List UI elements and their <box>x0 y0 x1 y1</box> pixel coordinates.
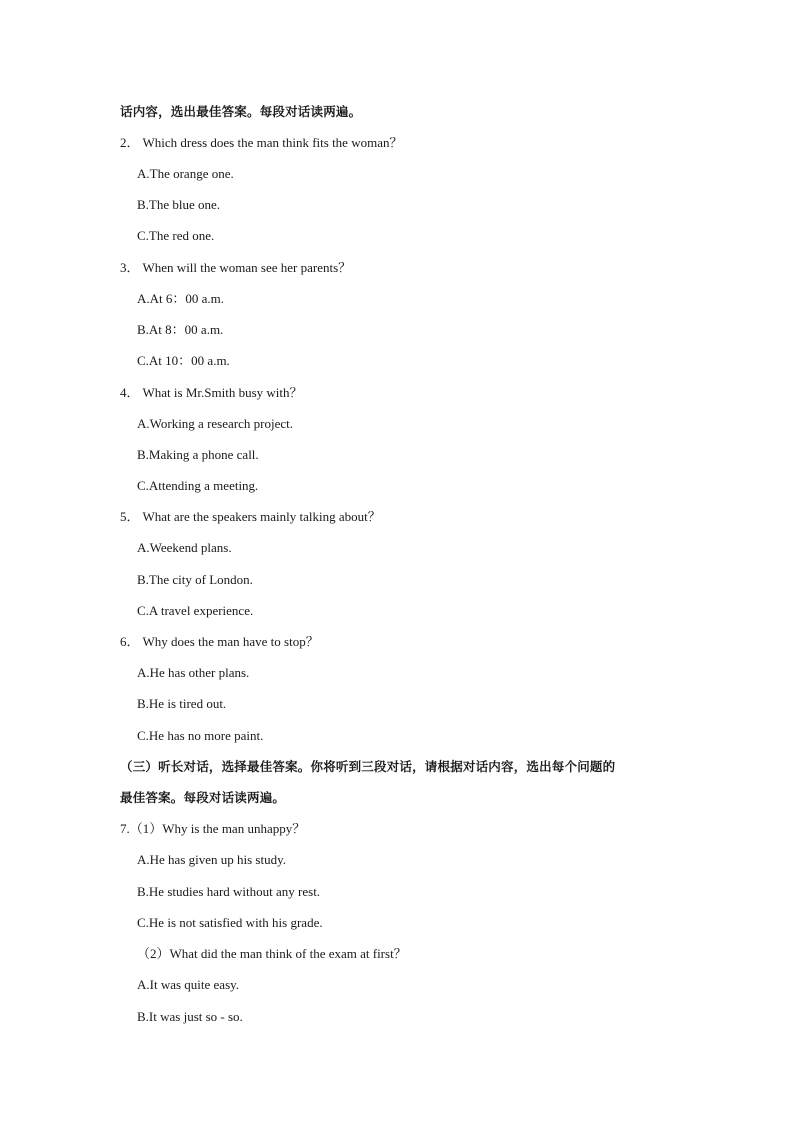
question-7-part-2: （2）What did the man think of the exam at first？ <box>137 946 407 961</box>
section-3-instructions-line-2: 最佳答案。每段对话读两遍。 <box>120 790 286 805</box>
question-5: 5． What are the speakers mainly talking about？ <box>120 509 381 524</box>
question-6-option-a: A.He has other plans. <box>137 665 250 680</box>
question-2-option-a: A.The orange one. <box>137 166 234 181</box>
question-7-2-option-b: B.It was just so - so. <box>137 1009 243 1024</box>
question-7-1-option-c: C.He is not satisfied with his grade. <box>137 915 323 930</box>
section-3-instructions-line-1: （三）听长对话，选择最佳答案。你将听到三段对话，请根据对话内容，选出每个问题的 <box>120 759 616 774</box>
question-6: 6． Why does the man have to stop？ <box>120 634 319 649</box>
question-6-option-b: B.He is tired out. <box>137 696 227 711</box>
question-3-option-a: A.At 6：00 a.m. <box>137 291 225 306</box>
question-5-option-c: C.A travel experience. <box>137 603 254 618</box>
question-5-option-a: A.Weekend plans. <box>137 540 232 555</box>
question-3: 3． When will the woman see her parents？ <box>120 260 352 275</box>
question-2: 2． Which dress does the man think fits the woman？ <box>120 135 403 150</box>
question-7-part-1: 7.（1）Why is the man unhappy？ <box>120 821 306 836</box>
question-5-option-b: B.The city of London. <box>137 572 253 587</box>
question-7-1-option-b: B.He studies hard without any rest. <box>137 884 321 899</box>
question-3-option-b: B.At 8：00 a.m. <box>137 322 224 337</box>
section-instructions-continued: 话内容，选出最佳答案。每段对话读两遍。 <box>120 104 362 119</box>
question-4-option-b: B.Making a phone call. <box>137 447 259 462</box>
question-7-2-option-a: A.It was quite easy. <box>137 977 240 992</box>
question-4-option-a: A.Working a research project. <box>137 416 293 431</box>
question-7-1-option-a: A.He has given up his study. <box>137 852 287 867</box>
question-2-option-c: C.The red one. <box>137 228 215 243</box>
question-4-option-c: C.Attending a meeting. <box>137 478 259 493</box>
question-4: 4． What is Mr.Smith busy with？ <box>120 385 303 400</box>
question-6-option-c: C.He has no more paint. <box>137 728 264 743</box>
question-3-option-c: C.At 10：00 a.m. <box>137 353 230 368</box>
question-2-option-b: B.The blue one. <box>137 197 221 212</box>
